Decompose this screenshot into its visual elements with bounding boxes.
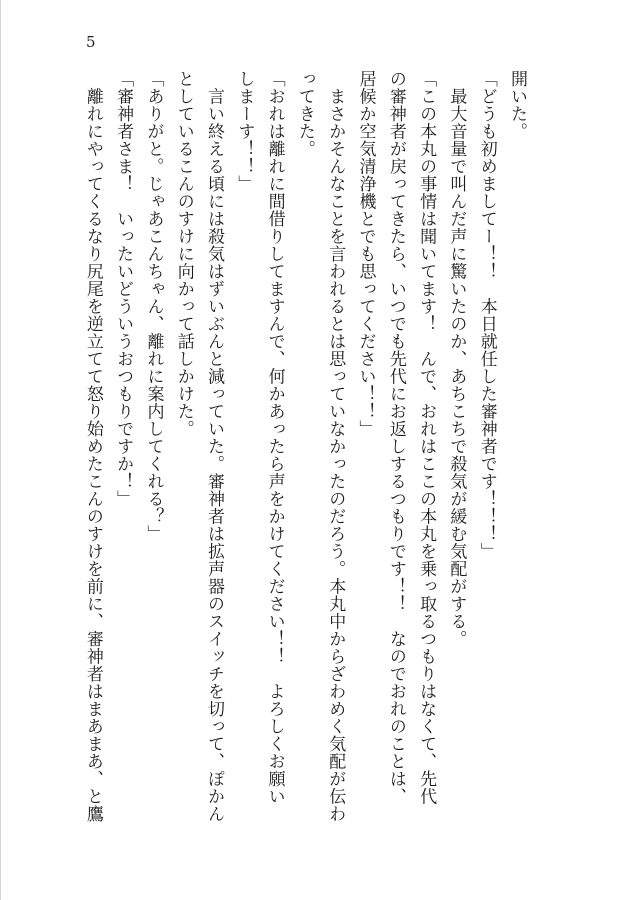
text-line: 「おれは離れに間借りしてますんで、何かあったら声をかけてください！！ よろしくお願い [264, 70, 285, 805]
vertical-body-text [62, 70, 532, 860]
text-line: 「どうも初めましてー！！ 本日就任した審神者です！！！」 [476, 70, 497, 560]
text-line: としているこんのすけに向かって話しかけた。 [173, 70, 194, 438]
text-line: 「この本丸の事情は聞いてます！ んで、おれはここの本丸を乗っ取るつもりはなくて、先代 [416, 70, 437, 805]
text-line: 開いた。 [507, 70, 527, 140]
text-line: 言い終える頃には殺気はずいぶんと減っていた。審神者は拡声器のスイッチを切って、ぽかん [204, 70, 225, 823]
text-line: まさかそんなことを言われるとは思っていなかったのだろう。本丸中からざわめく気配が伝わ [325, 70, 346, 823]
text-line: 「ありがと。じゃあこんちゃん、離れに案内してくれる？」 [143, 70, 164, 543]
text-line: 最大音量で叫んだ声に驚いたのか、あちこちで殺気が緩む気配がする。 [446, 70, 467, 648]
text-line: ってきた。 [294, 70, 315, 158]
page-number: 5 [86, 33, 96, 51]
text-line: 離れにやってくるなり尻尾を逆立てて怒り始めたこんのすけを前に、審神者はまあまあ、と鷹 [82, 70, 103, 823]
text-line: 居候か空気清浄機とでも思ってください！！」 [355, 70, 376, 438]
text-line: 「審神者さま！ いったいどういうおつもりですか！」 [113, 70, 134, 508]
text-line: しまーす！！」 [234, 70, 255, 193]
text-line: の審神者が戻ってきたら、いつでも先代にお返しするつもりです！！ なのでおれのことは、 [385, 70, 406, 805]
